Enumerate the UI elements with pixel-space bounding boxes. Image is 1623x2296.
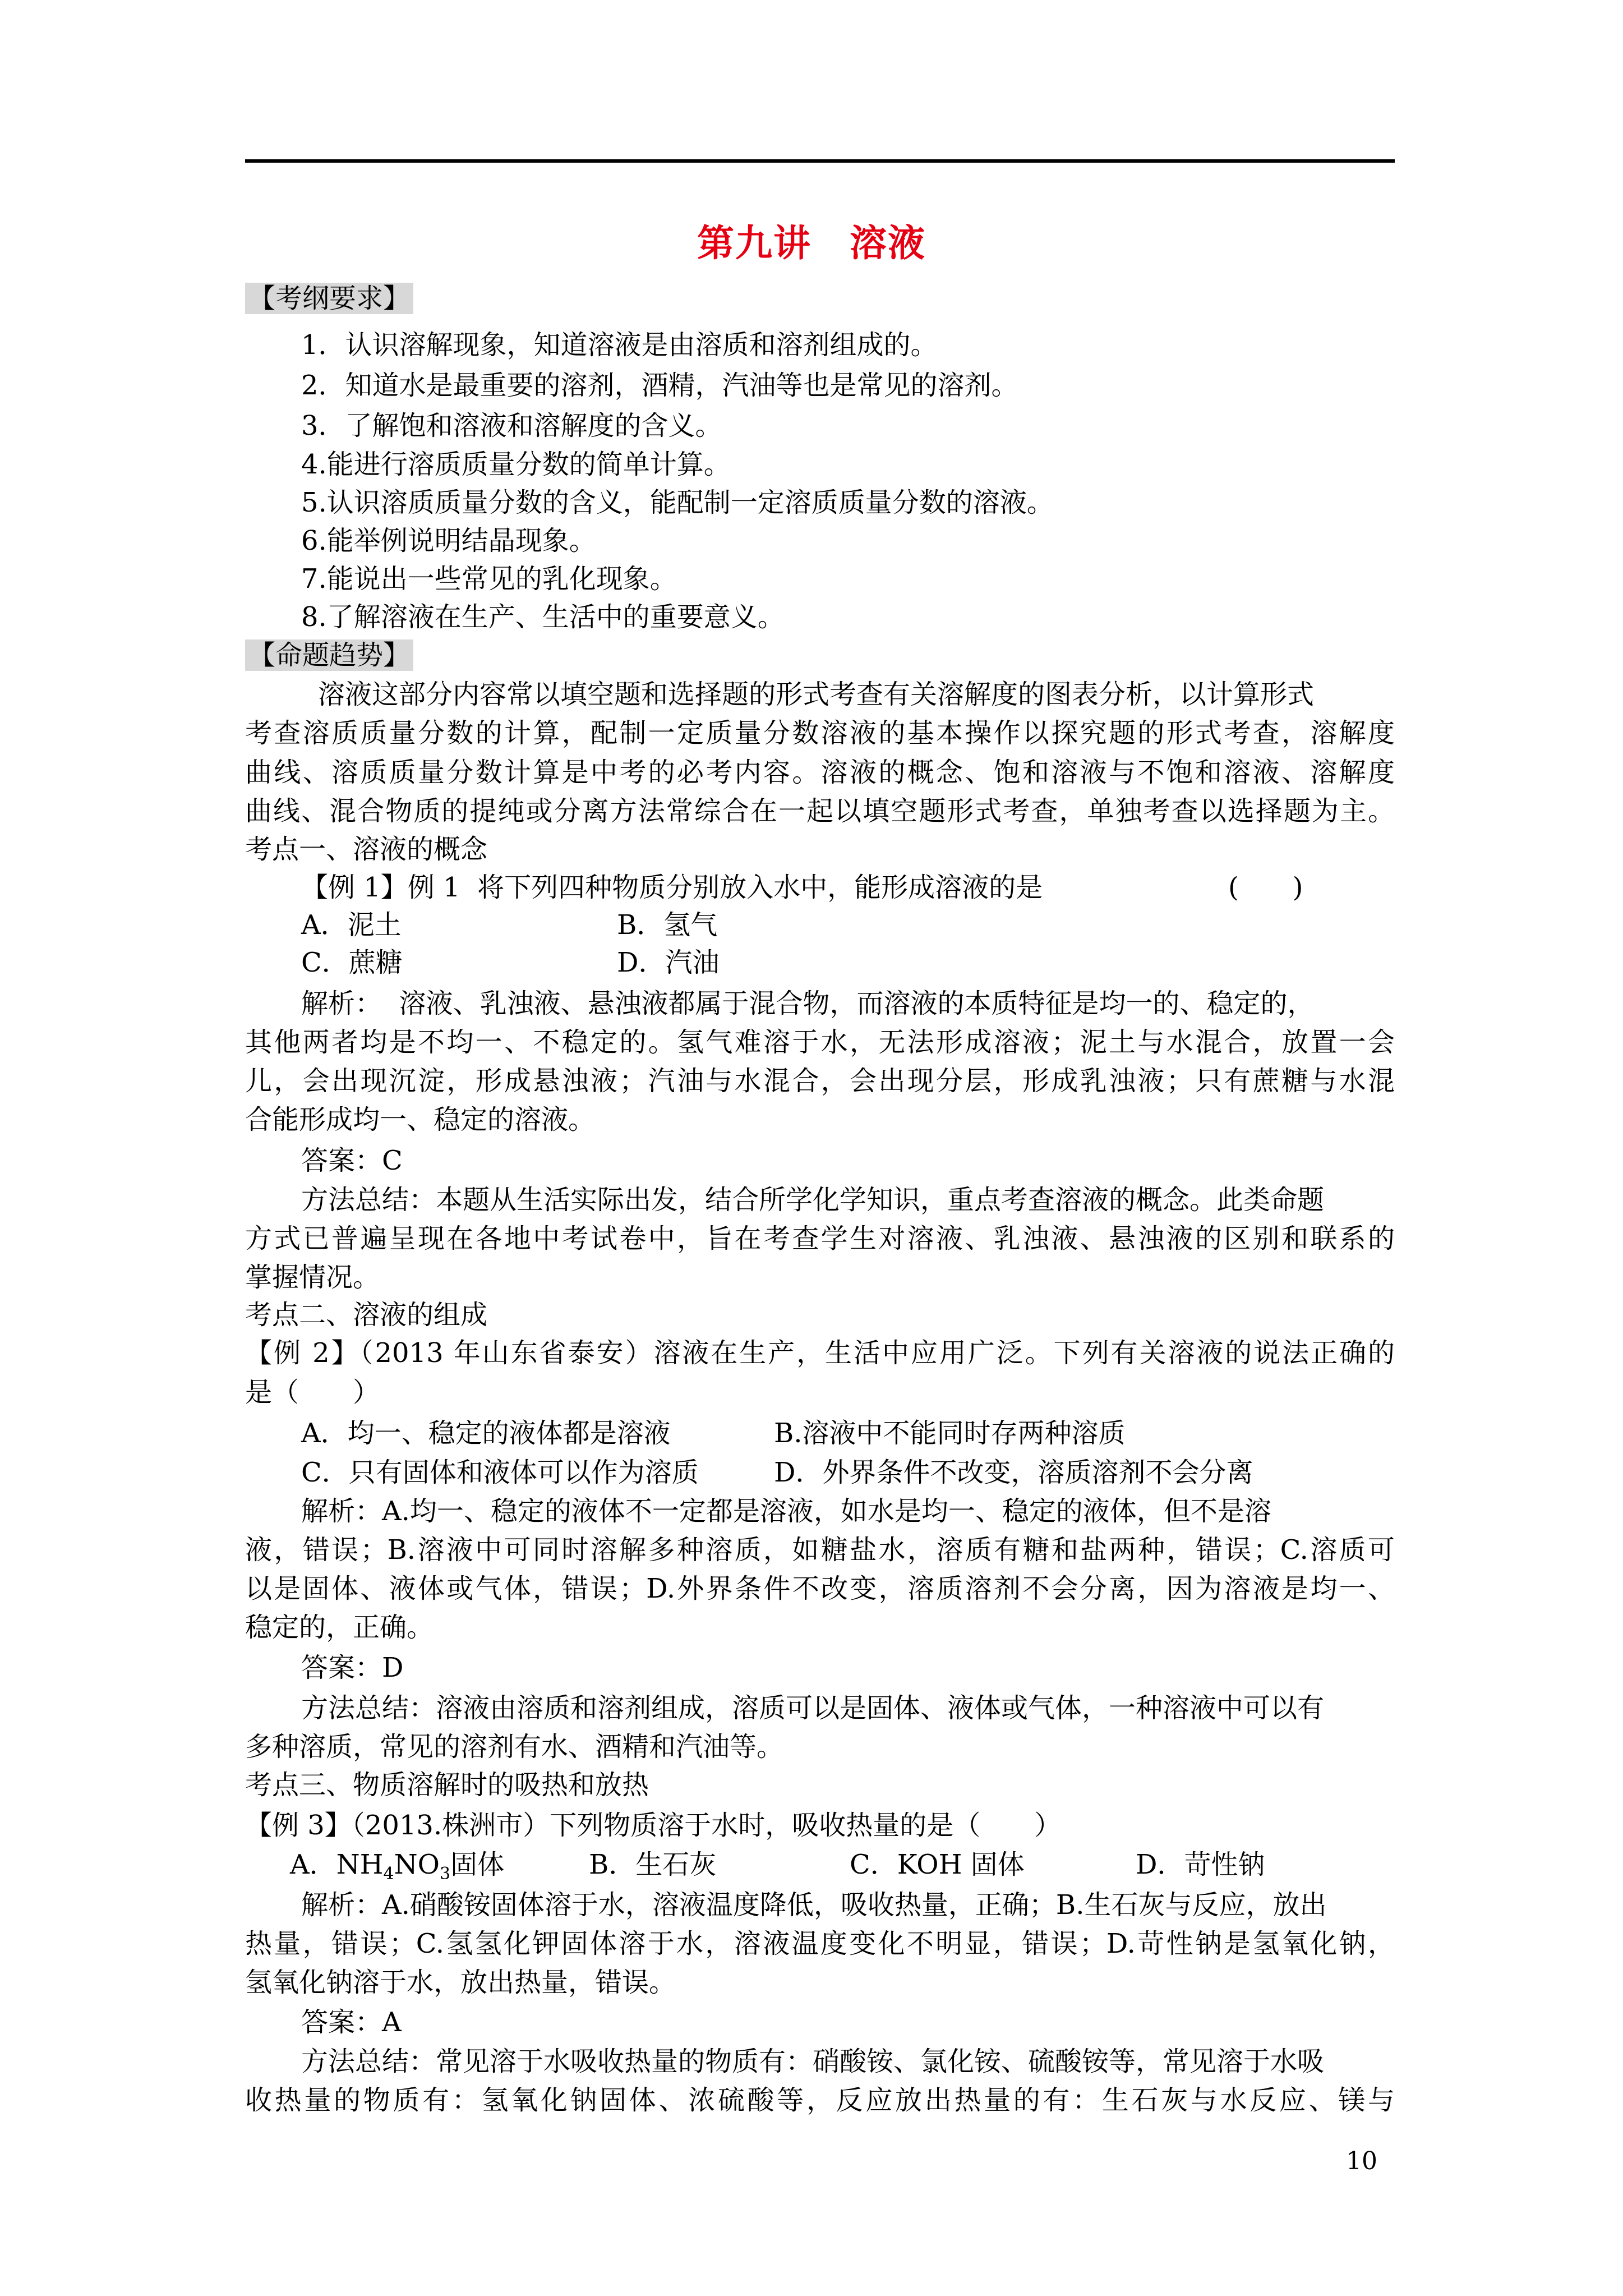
example2-question: 是（ ） — [245, 1377, 380, 1408]
syllabus-item: 2．知道水是最重要的溶剂，酒精，汽油等也是常见的溶剂。 — [301, 370, 1018, 401]
example3-question: 【例 3】（2013.株洲市）下列物质溶于水时，吸收热量的是（ ） — [245, 1810, 1062, 1841]
analysis-line: 合能形成均一、稳定的溶液。 — [245, 1104, 596, 1135]
analysis-line: 解析：A.均一、稳定的液体不一定都是溶液，如水是均一、稳定的液体，但不是溶 — [301, 1496, 1271, 1527]
option-b: B．生石灰 — [589, 1849, 717, 1880]
option-d: D．汽油 — [617, 947, 720, 978]
analysis-line: 以是固体、液体或气体，错误；D.外界条件不改变，溶质溶剂不会分离，因为溶液是均一、 — [245, 1573, 1395, 1604]
page-title: 第九讲 溶液 — [697, 221, 926, 265]
analysis-line: 热量，错误；C.氢氢化钾固体溶于水，溶液温度变化不明显，错误；D.苛性钠是氢氧化钠， — [245, 1928, 1395, 1959]
syllabus-item: 4.能进行溶质质量分数的简单计算。 — [301, 449, 731, 480]
trend-heading: 【命题趋势】 — [245, 637, 413, 673]
trend-line: 溶液这部分内容常以填空题和选择题的形式考查有关溶解度的图表分析，以计算形式 — [318, 679, 1315, 710]
syllabus-heading: 【考纲要求】 — [245, 280, 413, 316]
option-b: B．氢气 — [617, 909, 718, 941]
trend-line: 曲线、混合物质的提纯或分离方法常综合在一起以填空题形式考查，单独考查以选择题为主。 — [245, 795, 1395, 827]
option-a: A．泥土 — [301, 909, 402, 941]
summary-line: 收热量的物质有：氢氧化钠固体、浓硫酸等，反应放出热量的有：生石灰与水反应、镁与 — [245, 2085, 1395, 2116]
page-number: 10 — [1346, 2147, 1377, 2175]
syllabus-item: 3．了解饱和溶液和溶解度的含义。 — [301, 410, 722, 441]
analysis-line: 稳定的，正确。 — [245, 1612, 434, 1643]
answer-text: 答案：A — [301, 2007, 402, 2038]
option-a: A．均一、稳定的液体都是溶液 — [301, 1418, 671, 1449]
summary-line: 方法总结：本题从生活实际出发，结合所学化学知识，重点考查溶液的概念。此类命题 — [301, 1184, 1325, 1216]
answer-text: 答案：D — [301, 1652, 404, 1683]
summary-line: 方式已普遍呈现在各地中考试卷中，旨在考查学生对溶液、乳浊液、悬浊液的区别和联系的 — [245, 1223, 1395, 1254]
trend-line: 曲线、溶质质量分数计算是中考的必考内容。溶液的概念、饱和溶液与不饱和溶液、溶解度 — [245, 757, 1395, 788]
summary-line: 多种溶质，常见的溶剂有水、酒精和汽油等。 — [245, 1731, 784, 1763]
summary-line: 方法总结：常见溶于水吸收热量的物质有：硝酸铵、氯化铵、硫酸铵等，常见溶于水吸 — [301, 2046, 1325, 2077]
syllabus-item: 1．认识溶解现象，知道溶液是由溶质和溶剂组成的。 — [301, 329, 938, 361]
trend-line: 考查溶质质量分数的计算，配制一定质量分数溶液的基本操作以探究题的形式考查，溶解度 — [245, 717, 1395, 749]
option-a: A．$NH_4NO_3$固体 — [290, 1849, 505, 1884]
example2-question: 【例 2】（2013 年山东省泰安）溶液在生产，生活中应用广泛。下列有关溶液的说法正确的 — [245, 1337, 1395, 1369]
example1-answer-bracket: ( ) — [1228, 872, 1303, 903]
syllabus-item: 7.能说出一些常见的乳化现象。 — [301, 563, 677, 595]
analysis-line: 其他两者均是不均一、不稳定的。氢气难溶于水，无法形成溶液；泥土与水混合，放置一会 — [245, 1027, 1395, 1058]
summary-line: 掌握情况。 — [245, 1262, 380, 1293]
syllabus-item: 6.能举例说明结晶现象。 — [301, 525, 596, 556]
option-d: D．苛性钠 — [1136, 1849, 1265, 1880]
analysis-line: 解析：A.硝酸铵固体溶于水，溶液温度降低，吸收热量，正确；B.生石灰与反应，放出 — [301, 1889, 1327, 1921]
analysis-line: 解析： 溶液、乳浊液、悬浊液都属于混合物，而溶液的本质特征是均一的、稳定的， — [301, 988, 1315, 1019]
point3-heading: 考点三、物质溶解时的吸热和放热 — [245, 1769, 649, 1801]
option-b: B.溶液中不能同时存两种溶质 — [774, 1418, 1126, 1449]
option-d: D．外界条件不改变，溶质溶剂不会分离 — [774, 1457, 1253, 1488]
point2-heading: 考点二、溶液的组成 — [245, 1299, 488, 1331]
answer-text: 答案：C — [301, 1145, 403, 1176]
option-c: C．蔗糖 — [301, 947, 403, 978]
header-rule — [245, 159, 1395, 163]
example1-question: 【例 1】例 1 将下列四种物质分别放入水中，能形成溶液的是 — [301, 872, 1043, 903]
analysis-line: 氢氧化钠溶于水，放出热量，错误。 — [245, 1967, 676, 1998]
summary-line: 方法总结：溶液由溶质和溶剂组成，溶质可以是固体、液体或气体，一种溶液中可以有 — [301, 1692, 1325, 1724]
analysis-line: 儿，会出现沉淀，形成悬浊液；汽油与水混合，会出现分层，形成乳浊液；只有蔗糖与水混 — [245, 1065, 1395, 1097]
option-c: C．KOH 固体 — [850, 1849, 1025, 1880]
syllabus-item: 5.认识溶质质量分数的含义，能配制一定溶质质量分数的溶液。 — [301, 487, 1054, 518]
analysis-line: 液，错误；B.溶液中可同时溶解多种溶质，如糖盐水，溶质有糖和盐两种，错误；C.溶质可 — [245, 1534, 1395, 1566]
syllabus-item: 8.了解溶液在生产、生活中的重要意义。 — [301, 601, 785, 633]
point1-heading: 考点一、溶液的概念 — [245, 834, 488, 865]
option-c: C．只有固体和液体可以作为溶质 — [301, 1457, 699, 1488]
